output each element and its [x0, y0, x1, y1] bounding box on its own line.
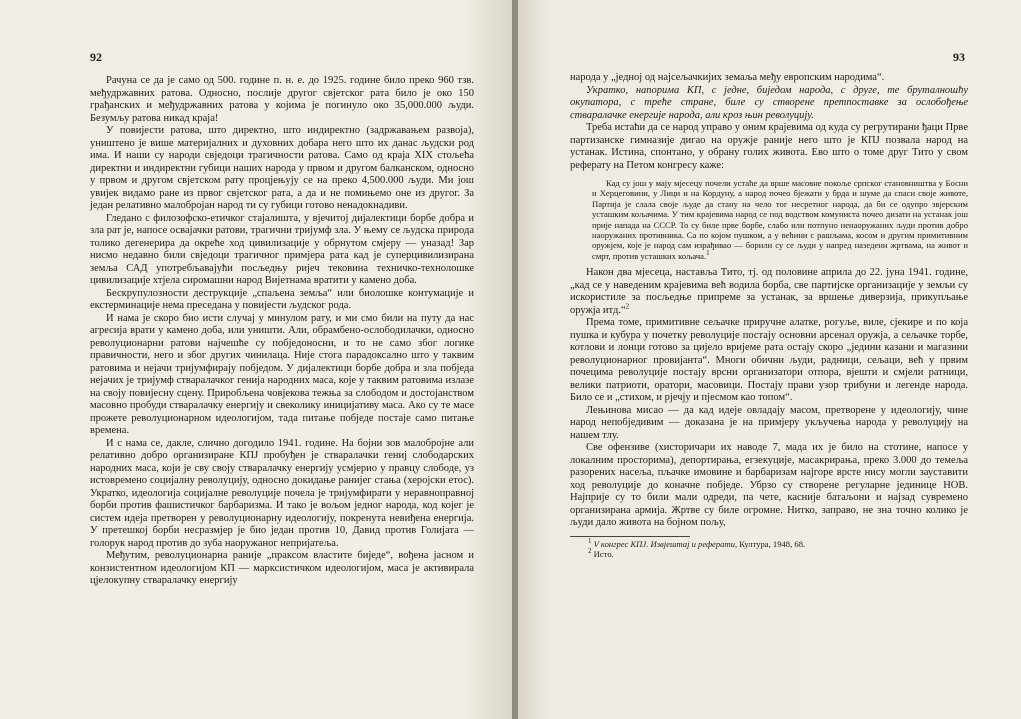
paragraph: Све офензиве (хисторичари их наводе 7, мада их је било на стотине, напосе у локалним просторима), депортирања, егзекуције, масакрирања, преко 3.000 до темеља разорених насеља, пљачке имовине и барбаризам најгоре врсте нису могли зауставити ход револуције до коначне побједе. Убрзо су створене регуларне јединице НОВ. Најприје су то били мали одреди, па чете, касније батаљони и најзад сувремено организирана армија. Жртве су биле огромне. Нитко, заправо, не зна точно колико је људи дало живота на бојном пољу,: [570, 442, 968, 529]
footnote: [588, 536, 986, 550]
footnote-title: V конгрес КПЈ. Извјештај и реферати,: [593, 538, 738, 549]
page-number-left: 92: [90, 50, 102, 64]
footnote-ref: 2: [625, 302, 630, 311]
paragraph: Гледано с филозофско-етичког стајалишта, у вјечитој дијалектици борбе добра и зла рат је, напосе освајачки ратови, трагични триjумф зла. У њему се људска природа толико дегенерира да окреће ход цивилизације у обрнутом смјеру — уназад! Зар нисмо недавно били свједоци трагичног примјера рата кад је суперцивилизирана земља САД употребљавајући посљедњу ријеч тековина техничко-технолошке цивилизације хтјела сиромашни народ Вијетнама вратити у камено доба.: [90, 212, 474, 286]
paragraph: И нама је скоро био исти случај у минулом рату, и ми смо били на путу да нас агресија врати у камено доба, или уништи. Али, обрамбено-ослободилачки, односно револуционарни ратови најчешће су побједоносни, и то не само због логике правичности, него и због других чинилаца. Није стога парадоксално што у таквим ратовима и нејачи тријумфирају побједом. У дијалектици борбе добра и зла побједа нејачих је тријумф стваралачког генија народних маса, које у таквим ратовима излазе на своју повијесну сцену. Приробљена човјекова тежња за слободом и достојанством масовно пробуди стваралачку енергију и свеколику иницијативу маса. Ако су те масе прожете револуционарном идеологијом, тада питање побједе постаје само питање времена.: [90, 312, 474, 436]
block-quote: [592, 178, 968, 261]
paragraph: Лењинова мисао — да кад идеје овладају масом, претворене у идеологију, чине народ непобједивим — доказана је на примјеру укључења народа у револуцију на нашем тлу.: [570, 404, 968, 441]
left-page-body: [90, 75, 474, 588]
paragraph: У повијести ратова, што директно, што индиректно (задржавањем развоја), уништено је више материјалних и духовних добара него што их данас људски род има. И наши су народи свједоци трагичности ратова. Само од краја XIX стољећа директни и индиректни губици наших народа у првом и другом балканском, односно у првом и другом свјетском рату процјењују се на преко 4,500.000 људи. Ми још увијек видамо ране из првог свјетског рата, а да и не помињемо оне из другог. За један релативно малобројан народ ти су губици готово ненадокнадиви.: [90, 125, 474, 211]
paragraph-italic: Укратко, напорима КП, с једне, биједом народа, с друге, те бруталношћу окупатора, с треће стране, биле су створене претпоставке за ослобођење стваралачке енергије народа, али кроз њин револуцију.: [570, 84, 968, 121]
paragraph: Треба истаћи да се народ управо у оним крајевима од куда су регрутирани ђаци Прве партизанске гимназије дигао на оружје раније него што је КПЈ позвала народ на устанак. Истина, спонтано, у обрану голих живота. Ево што о томе друг Тито у свом реферату на Петом конгресу каже:: [570, 122, 968, 171]
paragraph: И с нама се, дакле, слично догодило 1941. године. На бојни зов малобројне али релативно добро организиране КПЈ пробуђен је стваралачки гениј слободарских народних маса, који је сву своју стваралачку енергију усмјерио у правцу слободе, уз истовремено социјалну револуцију, односно докидање ранијег стања (херојски етос). Укратко, идеологија социјалне револуције почела је тријумфирати у неравноправној борби против фашистичког барбаризма. И тако је вољом једног народа, код којег је систем идеја претворен у револуционарну идеологију, покренута невиђена енергија. У претешкој борби несразмјер је био један против 10, Давид против Голијата — голорук народ против до зуба наоружаног непријатеља.: [90, 437, 474, 549]
block-quote-text: Кад су још у мају мјесецу почели устаће да врше масовне покоље српског становништва у Босни и Херцеговини, у Лици и на Кордуну, а народ почео бјежати у брда и шуме да спаси своје животе, Партија је слала своје људе да стану на чело тог несретног народа, да би се одупро звјерским усташким кољачима. У тим крајевима народ се под водством комуниста почео дизати на устанак још прије напада на СССР. То су биле прве борбе, слабо или потпуно ненаоружаних људи против добро наоружаних противника. Са по којом пушком, а у већини с рашљама, косом и другим примитивним оружјем, које је народ сам израђивао — борили су се људи у напред назедени жртвама, на живот и смрт, против усташких кољача.: [592, 178, 968, 261]
page-number-right: 93: [953, 50, 965, 64]
footnote-ref: 1: [706, 248, 710, 257]
right-page: [518, 0, 1021, 719]
paragraph: [570, 267, 968, 317]
paragraph: Међутим, револуционарна раније „праксом властите биједе“, вођена јасном и конзистентном идеологијом КП — марксистичком идеологијом, маса је активирала цјелокупну стваралачку енергију: [90, 550, 474, 586]
paragraph-text: Након два мјесеца, наставља Тито, тј. од половине априла до 22. јуна 1941. године, „кад се у наведеним крајевима већ водила борба, све партијске организације у земљи су искористиле за посљедње припреме за устанак, за вршење диверзија, прикупљање оружја итд.“: [570, 267, 968, 316]
footnote-mark: 2: [588, 547, 592, 556]
paragraph: Према томе, примитивне сељачке приручне алатке, рогуље, виле, сјекире и по која пушка и кубура у почетку револуције постају основни арсенал оружја, а сељачке торбе, котлови и лонци готово за цијело вријеме рата остају скоро „једини казани и магазини револуционарног провијанта“. Многи обични људи, радници, сељаци, већ у првим почецима револуције постају врсни организатори отпора, вјешти и смјели ратници, велики патриоти, оратори, масовици. Постају прави узор трибуни и легенде народа. Било се и „стихом, и рјечју и пјесмом као топом“.: [570, 317, 968, 404]
footnote-text: Култура, 1948, 68.: [737, 538, 806, 549]
paragraph: народа у „једној од најсељачкијих земаља међу европским народима“.: [570, 72, 885, 83]
footnote: [588, 549, 986, 560]
paragraph: Рачуна се да је само од 500. године п. н. е. до 1925. године било преко 960 тзв. међудржавних ратова. Односно, послије другог свјетског рата било је око 150 грађанских и међудржавних ратова у којима је погинуло око 35,000.000 људи. Безумљу ратова никад краја!: [90, 75, 474, 124]
right-page-body: [570, 72, 968, 560]
paragraph: Бескрупулозности деструкције „спаљена земља“ или биолошке контумације и екстерминације нема преседана у повијести људског рода.: [90, 287, 474, 311]
footnote-text: Исто.: [593, 549, 614, 560]
footnote-mark: 1: [588, 536, 592, 545]
